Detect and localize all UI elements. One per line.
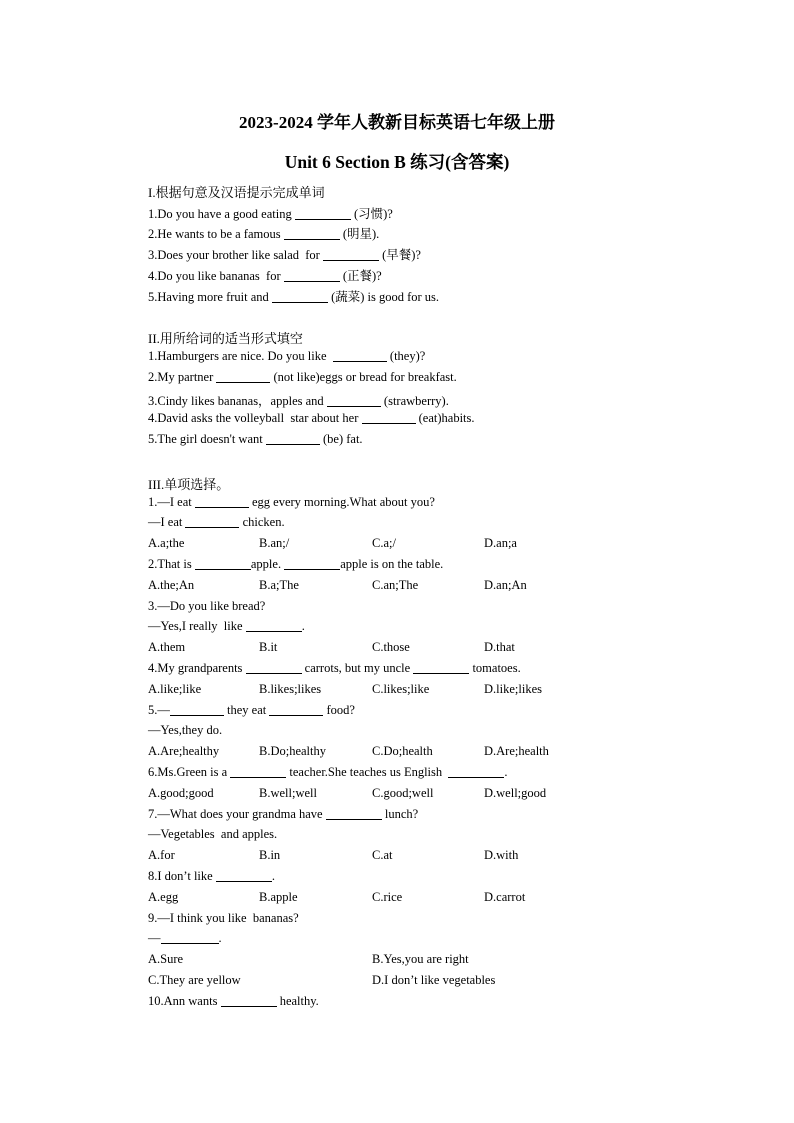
option-a: A.the;An xyxy=(148,578,195,592)
answer-blank xyxy=(295,207,351,220)
question-10-line-1: 10.Ann wants healthy. xyxy=(148,994,319,1008)
question-6-line-1: 6.Ms.Green is a teacher.She teaches us English . xyxy=(148,765,508,779)
part1-heading: I.根据句意及汉语提示完成单词 xyxy=(148,185,325,200)
document-title: 2023-2024 学年人教新目标英语七年级上册 xyxy=(239,113,555,132)
option-c: C.a;/ xyxy=(372,536,396,550)
part3-heading: III.单项选择。 xyxy=(148,477,230,492)
option-a: A.egg xyxy=(148,890,179,904)
part2-item-1: 1.Hamburgers are nice. Do you like (they)? xyxy=(148,349,426,363)
answer-blank xyxy=(216,869,272,882)
answer-blank xyxy=(327,394,381,407)
option-b: B.in xyxy=(259,848,281,862)
option-a: A.like;like xyxy=(148,682,202,696)
answer-blank xyxy=(185,515,239,528)
answer-blank xyxy=(221,994,277,1007)
question-1-line-1: 1.—I eat egg every morning.What about you? xyxy=(148,495,435,509)
answer-blank xyxy=(284,557,340,570)
document-subtitle: Unit 6 Section B 练习(含答案) xyxy=(284,152,510,172)
option-c: C.an;The xyxy=(372,578,419,592)
question-1-line-2: —I eat chicken. xyxy=(148,515,285,529)
option-d: D.like;likes xyxy=(484,682,542,696)
option-c: C.Do;health xyxy=(372,744,433,758)
question-3-line-1: 3.—Do you like bread? xyxy=(148,599,266,613)
answer-blank xyxy=(161,931,219,944)
part1-item-3: 3.Does your brother like salad for (早餐)? xyxy=(148,248,421,262)
answer-blank xyxy=(266,432,320,445)
part1-item-2: 2.He wants to be a famous (明星). xyxy=(148,227,380,241)
option-a: A.a;the xyxy=(148,536,185,550)
answer-blank xyxy=(269,703,323,716)
option-c: C.those xyxy=(372,640,410,654)
option-c: C.They are yellow xyxy=(148,973,241,987)
option-b: B.likes;likes xyxy=(259,682,322,696)
part2-item-5: 5.The girl doesn't want (be) fat. xyxy=(148,432,363,446)
option-d: D.an;a xyxy=(484,536,517,550)
question-4-line-1: 4.My grandparents carrots, but my uncle tomatoes. xyxy=(148,661,521,675)
answer-blank xyxy=(326,807,382,820)
answer-blank xyxy=(272,290,328,303)
answer-blank xyxy=(448,765,504,778)
option-b: B.a;The xyxy=(259,578,299,592)
option-b: B.an;/ xyxy=(259,536,290,550)
option-d: D.I don’t like vegetables xyxy=(372,973,496,987)
option-c: C.good;well xyxy=(372,786,434,800)
part2-item-2: 2.My partner (not like)eggs or bread for breakfast. xyxy=(148,370,457,384)
option-b: B.Do;healthy xyxy=(259,744,327,758)
part1-item-4: 4.Do you like bananas for (正餐)? xyxy=(148,269,382,283)
question-9-line-2: — . xyxy=(148,931,222,945)
answer-blank xyxy=(246,619,302,632)
option-d: D.Are;health xyxy=(484,744,549,758)
option-b: B.Yes,you are right xyxy=(372,952,469,966)
answer-blank xyxy=(216,370,270,383)
answer-blank xyxy=(362,411,416,424)
answer-blank xyxy=(195,495,249,508)
answer-blank xyxy=(284,269,340,282)
option-b: B.apple xyxy=(259,890,298,904)
option-a: A.Sure xyxy=(148,952,184,966)
question-3-line-2: —Yes,I really like . xyxy=(148,619,305,633)
option-c: C.rice xyxy=(372,890,403,904)
option-b: B.well;well xyxy=(259,786,317,800)
option-d: D.that xyxy=(484,640,515,654)
option-a: A.them xyxy=(148,640,186,654)
answer-blank xyxy=(413,661,469,674)
question-7-line-1: 7.—What does your grandma have lunch? xyxy=(148,807,419,821)
part2-item-4: 4.David asks the volleyball star about her (eat)habits. xyxy=(148,411,475,425)
option-d: D.carrot xyxy=(484,890,526,904)
question-9-line-1: 9.—I think you like bananas? xyxy=(148,911,299,925)
option-b: B.it xyxy=(259,640,278,654)
part1-item-5: 5.Having more fruit and (蔬菜) is good for us. xyxy=(148,290,440,304)
answer-blank xyxy=(195,557,251,570)
option-a: A.for xyxy=(148,848,175,862)
question-2-line-1: 2.That is apple. apple is on the table. xyxy=(148,557,444,571)
answer-blank xyxy=(170,703,224,716)
answer-blank xyxy=(323,248,379,261)
answer-blank xyxy=(333,349,387,362)
question-8-line-1: 8.I don’t like . xyxy=(148,869,275,883)
option-d: D.with xyxy=(484,848,519,862)
option-d: D.an;An xyxy=(484,578,527,592)
question-5-line-1: 5.— they eat food? xyxy=(148,703,355,717)
option-c: C.likes;like xyxy=(372,682,430,696)
answer-blank xyxy=(284,227,340,240)
answer-blank xyxy=(230,765,286,778)
option-c: C.at xyxy=(372,848,393,862)
option-a: A.good;good xyxy=(148,786,214,800)
part1-item-1: 1.Do you have a good eating (习惯)? xyxy=(148,207,393,221)
option-d: D.well;good xyxy=(484,786,547,800)
part2-heading: II.用所给词的适当形式填空 xyxy=(148,331,303,346)
question-7-line-2: —Vegetables and apples. xyxy=(148,827,278,841)
answer-blank xyxy=(246,661,302,674)
part2-item-3: 3.Cindy likes bananas，apples and (strawberry). xyxy=(148,394,449,408)
option-a: A.Are;healthy xyxy=(148,744,220,758)
question-5-line-2: —Yes,they do. xyxy=(148,723,223,737)
